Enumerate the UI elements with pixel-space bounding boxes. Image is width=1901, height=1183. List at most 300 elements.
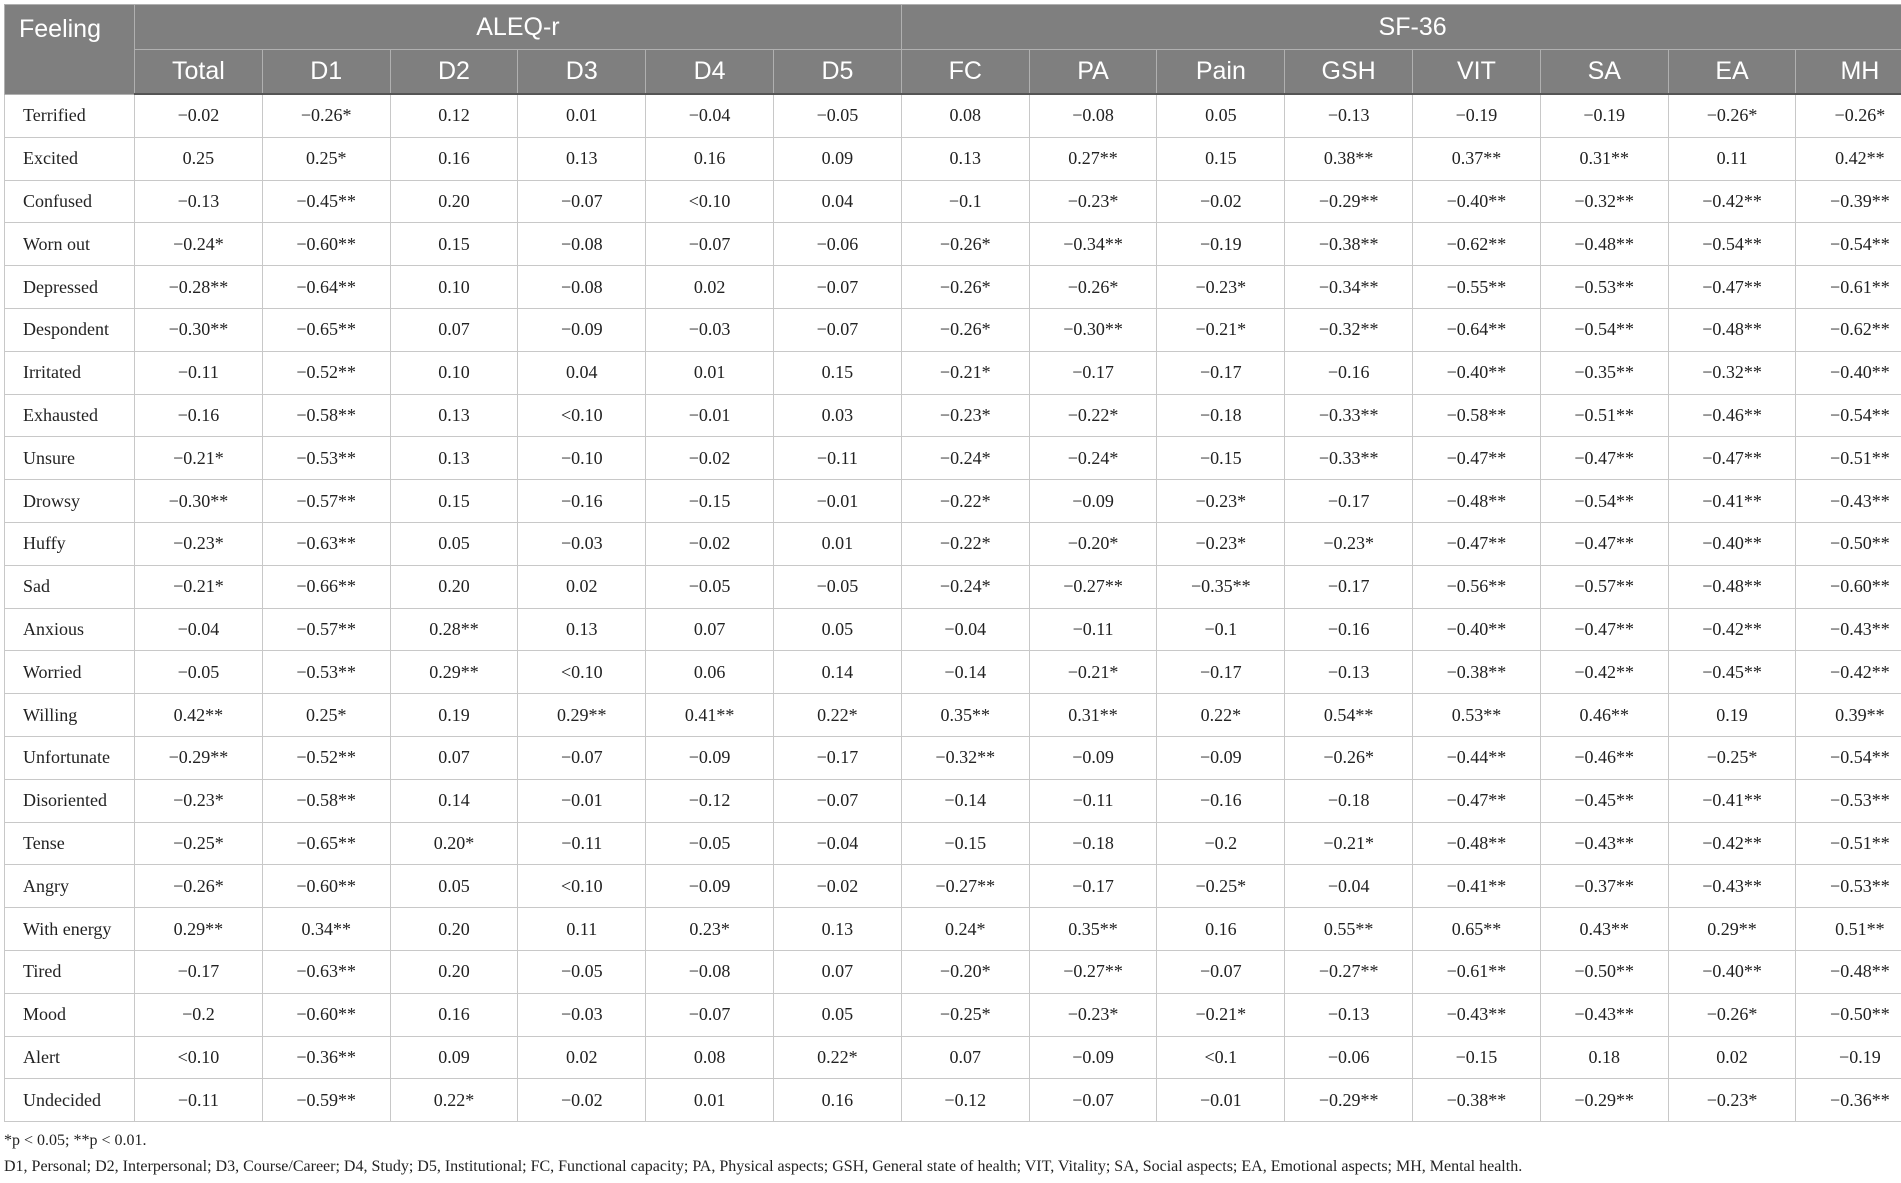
table-cell: 0.02 xyxy=(646,266,774,309)
table-cell: −0.58** xyxy=(262,394,390,437)
table-cell: 0.13 xyxy=(773,908,901,951)
table-cell: −0.64** xyxy=(1413,308,1541,351)
header-group-row xyxy=(5,5,1901,50)
table-cell: −0.16 xyxy=(518,480,646,523)
table-cell: 0.13 xyxy=(390,394,518,437)
table-cell: 0.04 xyxy=(773,180,901,223)
table-cell: −0.47** xyxy=(1540,608,1668,651)
table-cell: −0.23* xyxy=(1029,993,1157,1036)
table-cell: −0.27** xyxy=(901,865,1029,908)
table-cell: <0.10 xyxy=(518,865,646,908)
table-cell: −0.18 xyxy=(1285,779,1413,822)
table-cell: −0.47** xyxy=(1668,437,1796,480)
table-cell: −0.25* xyxy=(901,993,1029,1036)
table-cell: 0.13 xyxy=(390,437,518,480)
feeling-column-header: Feeling xyxy=(5,5,135,95)
table-cell: −0.09 xyxy=(1029,480,1157,523)
table-cell: −0.26* xyxy=(1668,94,1796,137)
table-cell: −0.26* xyxy=(1029,266,1157,309)
table-cell: 0.13 xyxy=(518,137,646,180)
table-cell: −0.35** xyxy=(1157,565,1285,608)
table-cell: −0.12 xyxy=(646,779,774,822)
table-cell: 0.27** xyxy=(1029,137,1157,180)
table-cell: −0.25* xyxy=(135,822,263,865)
table-row xyxy=(5,565,1901,608)
table-cell: −0.05 xyxy=(773,94,901,137)
table-cell: 0.35** xyxy=(901,694,1029,737)
table-cell: −0.23* xyxy=(1285,522,1413,565)
table-cell: −0.18 xyxy=(1157,394,1285,437)
table-cell: −0.17 xyxy=(1029,865,1157,908)
table-cell: 0.13 xyxy=(901,137,1029,180)
table-cell: −0.32** xyxy=(901,736,1029,779)
table-cell: −0.38** xyxy=(1413,1079,1541,1122)
table-cell: 0.22* xyxy=(390,1079,518,1122)
column-header-d5: D5 xyxy=(773,50,901,95)
table-cell: −0.60** xyxy=(262,223,390,266)
table-row xyxy=(5,736,1901,779)
table-cell: −0.25* xyxy=(1157,865,1285,908)
table-body xyxy=(5,94,1901,1122)
table-cell: −0.02 xyxy=(518,1079,646,1122)
table-cell: −0.19 xyxy=(1413,94,1541,137)
table-cell: −0.62** xyxy=(1413,223,1541,266)
table-cell: −0.47** xyxy=(1413,522,1541,565)
table-cell: −0.44** xyxy=(1413,736,1541,779)
table-cell: 0.08 xyxy=(646,1036,774,1079)
table-cell: −0.11 xyxy=(135,1079,263,1122)
table-cell: 0.16 xyxy=(773,1079,901,1122)
table-cell: 0.29** xyxy=(390,651,518,694)
table-cell: −0.23* xyxy=(1668,1079,1796,1122)
table-cell: 0.01 xyxy=(646,351,774,394)
table-cell: −0.22* xyxy=(1029,394,1157,437)
table-cell: −0.14 xyxy=(901,779,1029,822)
abbreviations-note: D1, Personal; D2, Interpersonal; D3, Course/Career; D4, Study; D5, Institutional; FC, Functional capacity; PA, Physical aspects; GSH, General state of health; VIT, Vitality; SA, Social aspects; EA, Emotional aspects; MH, Mental health. xyxy=(4,1158,1523,1175)
table-row xyxy=(5,137,1901,180)
feeling-label: Irritated xyxy=(5,351,135,394)
table-cell: −0.43** xyxy=(1668,865,1796,908)
table-cell: −0.32** xyxy=(1285,308,1413,351)
table-cell: 0.20 xyxy=(390,180,518,223)
table-cell: −0.54** xyxy=(1796,223,1901,266)
table-cell: −0.34** xyxy=(1029,223,1157,266)
table-cell: 0.07 xyxy=(646,608,774,651)
table-cell: −0.20* xyxy=(901,950,1029,993)
table-cell: −0.42** xyxy=(1796,651,1901,694)
table-cell: 0.55** xyxy=(1285,908,1413,951)
table-cell: −0.07 xyxy=(773,308,901,351)
feeling-label: Confused xyxy=(5,180,135,223)
table-header xyxy=(5,5,1901,95)
table-cell: −0.21* xyxy=(901,351,1029,394)
table-cell: −0.21* xyxy=(1029,651,1157,694)
table-cell: −0.29** xyxy=(135,736,263,779)
column-header-pa: PA xyxy=(1029,50,1157,95)
feeling-label: Disoriented xyxy=(5,779,135,822)
table-cell: −0.54** xyxy=(1540,308,1668,351)
table-cell: −0.16 xyxy=(1157,779,1285,822)
table-cell: −0.41** xyxy=(1668,480,1796,523)
table-cell: −0.40** xyxy=(1413,351,1541,394)
table-cell: 0.42** xyxy=(135,694,263,737)
table-cell: 0.43** xyxy=(1540,908,1668,951)
table-cell: −0.07 xyxy=(518,736,646,779)
table-footnotes xyxy=(4,1128,1522,1180)
table-cell: −0.07 xyxy=(646,993,774,1036)
table-cell: 0.39** xyxy=(1796,694,1901,737)
table-cell: −0.61** xyxy=(1413,950,1541,993)
table-cell: −0.23* xyxy=(901,394,1029,437)
table-cell: 0.24* xyxy=(901,908,1029,951)
table-row xyxy=(5,223,1901,266)
table-cell: −0.32** xyxy=(1668,351,1796,394)
feeling-label: Alert xyxy=(5,1036,135,1079)
table-cell: −0.33** xyxy=(1285,394,1413,437)
table-row xyxy=(5,522,1901,565)
table-cell: <0.1 xyxy=(1157,1036,1285,1079)
table-cell: −0.15 xyxy=(1157,437,1285,480)
table-row xyxy=(5,180,1901,223)
table-cell: −0.36** xyxy=(1796,1079,1901,1122)
table-cell: −0.26* xyxy=(1796,94,1901,137)
table-cell: −0.15 xyxy=(901,822,1029,865)
table-cell: −0.2 xyxy=(135,993,263,1036)
table-cell: −0.63** xyxy=(262,522,390,565)
column-header-d2: D2 xyxy=(390,50,518,95)
table-cell: −0.66** xyxy=(262,565,390,608)
table-cell: 0.65** xyxy=(1413,908,1541,951)
table-cell: −0.26* xyxy=(901,266,1029,309)
table-cell: −0.16 xyxy=(135,394,263,437)
table-cell: −0.04 xyxy=(135,608,263,651)
table-cell: −0.51** xyxy=(1540,394,1668,437)
table-cell: −0.52** xyxy=(262,351,390,394)
column-header-fc: FC xyxy=(901,50,1029,95)
table-cell: −0.12 xyxy=(901,1079,1029,1122)
table-cell: −0.30** xyxy=(135,480,263,523)
table-cell: −0.23* xyxy=(1157,266,1285,309)
table-cell: −0.33** xyxy=(1285,437,1413,480)
table-cell: −0.42** xyxy=(1540,651,1668,694)
feeling-label: Mood xyxy=(5,993,135,1036)
table-cell: −0.07 xyxy=(646,223,774,266)
table-cell: −0.39** xyxy=(1796,180,1901,223)
table-cell: −0.27** xyxy=(1285,950,1413,993)
table-cell: 0.25 xyxy=(135,137,263,180)
table-cell: −0.17 xyxy=(1157,651,1285,694)
table-cell: −0.65** xyxy=(262,308,390,351)
table-cell: 0.51** xyxy=(1796,908,1901,951)
table-cell: 0.31** xyxy=(1029,694,1157,737)
column-header-ea: EA xyxy=(1668,50,1796,95)
table-cell: 0.04 xyxy=(518,351,646,394)
table-cell: −0.23* xyxy=(1157,480,1285,523)
table-cell: −0.48** xyxy=(1540,223,1668,266)
table-cell: −0.07 xyxy=(773,779,901,822)
table-row xyxy=(5,480,1901,523)
column-header-sa: SA xyxy=(1540,50,1668,95)
table-cell: −0.53** xyxy=(262,437,390,480)
table-cell: 0.03 xyxy=(773,394,901,437)
table-cell: −0.48** xyxy=(1413,822,1541,865)
table-cell: −0.09 xyxy=(646,865,774,908)
table-cell: 0.15 xyxy=(390,223,518,266)
table-cell: −0.26* xyxy=(262,94,390,137)
table-cell: −0.23* xyxy=(135,779,263,822)
table-cell: −0.03 xyxy=(518,993,646,1036)
table-row xyxy=(5,779,1901,822)
table-cell: −0.05 xyxy=(773,565,901,608)
table-cell: 0.41** xyxy=(646,694,774,737)
table-cell: −0.04 xyxy=(1285,865,1413,908)
table-cell: −0.15 xyxy=(646,480,774,523)
table-cell: −0.55** xyxy=(1413,266,1541,309)
table-cell: −0.20* xyxy=(1029,522,1157,565)
table-cell: −0.53** xyxy=(1796,779,1901,822)
table-cell: −0.09 xyxy=(646,736,774,779)
table-cell: −0.24* xyxy=(901,437,1029,480)
table-cell: −0.57** xyxy=(262,608,390,651)
table-cell: −0.26* xyxy=(1668,993,1796,1036)
table-cell: −0.25* xyxy=(1668,736,1796,779)
table-cell: −0.53** xyxy=(262,651,390,694)
table-cell: −0.26* xyxy=(901,308,1029,351)
table-cell: −0.53** xyxy=(1540,266,1668,309)
table-cell: −0.26* xyxy=(135,865,263,908)
feeling-label: Tired xyxy=(5,950,135,993)
table-cell: −0.46** xyxy=(1540,736,1668,779)
table-cell: −0.61** xyxy=(1796,266,1901,309)
table-cell: −0.09 xyxy=(1157,736,1285,779)
table-cell: −0.01 xyxy=(646,394,774,437)
feeling-label: Terrified xyxy=(5,94,135,137)
table-cell: <0.10 xyxy=(646,180,774,223)
header-column-row xyxy=(5,50,1901,95)
table-cell: −0.37** xyxy=(1540,865,1668,908)
table-cell: −0.41** xyxy=(1413,865,1541,908)
table-cell: 0.31** xyxy=(1540,137,1668,180)
table-cell: −0.23* xyxy=(1157,522,1285,565)
table-cell: 0.54** xyxy=(1285,694,1413,737)
table-cell: −0.52** xyxy=(262,736,390,779)
table-cell: −0.21* xyxy=(1285,822,1413,865)
table-cell: 0.16 xyxy=(390,993,518,1036)
table-cell: 0.42** xyxy=(1796,137,1901,180)
table-row xyxy=(5,651,1901,694)
table-cell: −0.02 xyxy=(646,437,774,480)
table-cell: −0.40** xyxy=(1413,608,1541,651)
table-cell: −0.16 xyxy=(1285,608,1413,651)
table-cell: −0.17 xyxy=(1029,351,1157,394)
table-cell: −0.05 xyxy=(518,950,646,993)
table-cell: 0.02 xyxy=(518,1036,646,1079)
table-cell: −0.64** xyxy=(262,266,390,309)
table-row xyxy=(5,266,1901,309)
table-cell: −0.42** xyxy=(1668,180,1796,223)
feeling-label: Exhausted xyxy=(5,394,135,437)
table-cell: −0.08 xyxy=(1029,94,1157,137)
table-cell: −0.04 xyxy=(773,822,901,865)
table-cell: 0.20 xyxy=(390,565,518,608)
table-cell: −0.27** xyxy=(1029,565,1157,608)
table-row xyxy=(5,908,1901,951)
table-cell: 0.06 xyxy=(646,651,774,694)
table-cell: −0.24* xyxy=(901,565,1029,608)
table-row xyxy=(5,94,1901,137)
table-cell: 0.14 xyxy=(390,779,518,822)
table-cell: −0.11 xyxy=(1029,779,1157,822)
table-cell: −0.56** xyxy=(1413,565,1541,608)
table-cell: −0.03 xyxy=(646,308,774,351)
table-cell: −0.29** xyxy=(1285,180,1413,223)
table-cell: 0.15 xyxy=(390,480,518,523)
table-cell: −0.17 xyxy=(135,950,263,993)
table-cell: −0.43** xyxy=(1796,480,1901,523)
table-cell: 0.22* xyxy=(773,694,901,737)
correlation-table xyxy=(4,4,1901,1122)
table-cell: −0.43** xyxy=(1796,608,1901,651)
table-cell: −0.08 xyxy=(518,223,646,266)
table-cell: <0.10 xyxy=(518,394,646,437)
table-cell: −0.10 xyxy=(518,437,646,480)
table-row xyxy=(5,993,1901,1036)
column-header-gsh: GSH xyxy=(1285,50,1413,95)
table-cell: 0.29** xyxy=(518,694,646,737)
table-cell: −0.19 xyxy=(1157,223,1285,266)
table-cell: 0.08 xyxy=(901,94,1029,137)
table-cell: −0.05 xyxy=(646,565,774,608)
table-row xyxy=(5,822,1901,865)
table-cell: −0.41** xyxy=(1668,779,1796,822)
table-cell: −0.22* xyxy=(901,522,1029,565)
table-cell: −0.16 xyxy=(1285,351,1413,394)
table-row xyxy=(5,1079,1901,1122)
table-cell: −0.45** xyxy=(262,180,390,223)
table-cell: −0.09 xyxy=(1029,736,1157,779)
table-cell: −0.60** xyxy=(262,993,390,1036)
table-cell: −0.47** xyxy=(1413,437,1541,480)
table-cell: 0.53** xyxy=(1413,694,1541,737)
table-cell: −0.23* xyxy=(1029,180,1157,223)
table-cell: −0.21* xyxy=(1157,308,1285,351)
table-cell: 0.25* xyxy=(262,694,390,737)
table-cell: 0.12 xyxy=(390,94,518,137)
feeling-label: Despondent xyxy=(5,308,135,351)
table-cell: −0.28** xyxy=(135,266,263,309)
column-header-pain: Pain xyxy=(1157,50,1285,95)
table-cell: <0.10 xyxy=(518,651,646,694)
table-cell: 0.16 xyxy=(1157,908,1285,951)
table-cell: −0.50** xyxy=(1540,950,1668,993)
table-cell: −0.47** xyxy=(1668,266,1796,309)
table-cell: 0.34** xyxy=(262,908,390,951)
table-cell: 0.02 xyxy=(518,565,646,608)
table-cell: −0.65** xyxy=(262,822,390,865)
table-cell: −0.48** xyxy=(1668,565,1796,608)
table-cell: −0.62** xyxy=(1796,308,1901,351)
table-cell: −0.24* xyxy=(135,223,263,266)
table-cell: 0.05 xyxy=(773,608,901,651)
table-cell: −0.58** xyxy=(262,779,390,822)
table-cell: −0.07 xyxy=(1157,950,1285,993)
table-cell: 0.22* xyxy=(1157,694,1285,737)
table-cell: −0.40** xyxy=(1796,351,1901,394)
table-cell: −0.47** xyxy=(1540,522,1668,565)
table-cell: −0.63** xyxy=(262,950,390,993)
table-cell: −0.30** xyxy=(1029,308,1157,351)
table-cell: −0.09 xyxy=(518,308,646,351)
table-cell: −0.58** xyxy=(1413,394,1541,437)
table-row xyxy=(5,694,1901,737)
table-cell: −0.29** xyxy=(1285,1079,1413,1122)
table-cell: −0.53** xyxy=(1796,865,1901,908)
table-cell: −0.54** xyxy=(1540,480,1668,523)
table-cell: 0.46** xyxy=(1540,694,1668,737)
table-cell: −0.43** xyxy=(1540,822,1668,865)
table-cell: −0.18 xyxy=(1029,822,1157,865)
table-cell: −0.51** xyxy=(1796,437,1901,480)
table-cell: −0.01 xyxy=(773,480,901,523)
table-cell: −0.06 xyxy=(773,223,901,266)
table-cell: 0.22* xyxy=(773,1036,901,1079)
table-row xyxy=(5,608,1901,651)
table-cell: 0.14 xyxy=(773,651,901,694)
table-cell: −0.03 xyxy=(518,522,646,565)
table-cell: −0.40** xyxy=(1668,950,1796,993)
table-cell: −0.48** xyxy=(1668,308,1796,351)
table-cell: 0.19 xyxy=(390,694,518,737)
table-cell: −0.22* xyxy=(901,480,1029,523)
table-cell: 0.16 xyxy=(390,137,518,180)
table-cell: 0.25* xyxy=(262,137,390,180)
table-row xyxy=(5,394,1901,437)
table-cell: −0.36** xyxy=(262,1036,390,1079)
table-cell: 0.15 xyxy=(1157,137,1285,180)
table-cell: −0.02 xyxy=(135,94,263,137)
table-cell: −0.60** xyxy=(1796,565,1901,608)
table-cell: −0.13 xyxy=(1285,993,1413,1036)
table-cell: 0.11 xyxy=(1668,137,1796,180)
table-cell: −0.30** xyxy=(135,308,263,351)
table-cell: −0.06 xyxy=(1285,1036,1413,1079)
table-cell: 0.10 xyxy=(390,266,518,309)
feeling-label: Anxious xyxy=(5,608,135,651)
table-cell: −0.08 xyxy=(518,266,646,309)
table-cell: −0.47** xyxy=(1540,437,1668,480)
table-cell: −0.54** xyxy=(1796,394,1901,437)
column-header-d3: D3 xyxy=(518,50,646,95)
table-cell: −0.26* xyxy=(901,223,1029,266)
table-cell: 0.01 xyxy=(646,1079,774,1122)
table-cell: −0.1 xyxy=(901,180,1029,223)
table-cell: −0.27** xyxy=(1029,950,1157,993)
table-cell: 0.05 xyxy=(773,993,901,1036)
table-cell: −0.45** xyxy=(1668,651,1796,694)
table-cell: −0.54** xyxy=(1668,223,1796,266)
table-cell: −0.21* xyxy=(135,565,263,608)
table-cell: 0.20 xyxy=(390,950,518,993)
table-cell: −0.09 xyxy=(1029,1036,1157,1079)
table-cell: −0.2 xyxy=(1157,822,1285,865)
table-cell: −0.29** xyxy=(1540,1079,1668,1122)
table-row xyxy=(5,308,1901,351)
table-cell: −0.35** xyxy=(1540,351,1668,394)
feeling-label: With energy xyxy=(5,908,135,951)
table-cell: 0.05 xyxy=(390,865,518,908)
table-cell: 0.16 xyxy=(646,137,774,180)
feeling-label: Drowsy xyxy=(5,480,135,523)
